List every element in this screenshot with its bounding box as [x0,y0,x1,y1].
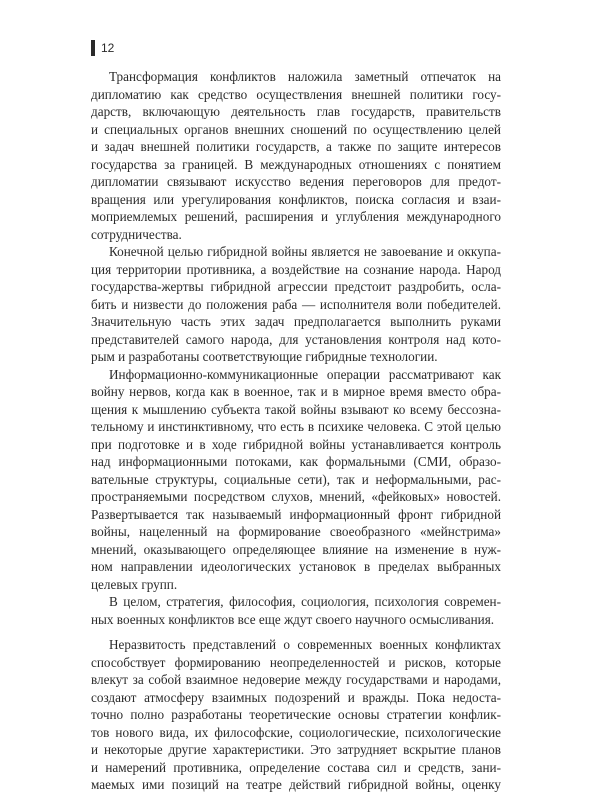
text-line: государства за границей. В международных отношениях с понятием [91,156,501,172]
text-line: способствует формированию неопределенностей и рисков, которые [91,654,501,670]
paragraph [91,636,501,794]
paragraph [91,593,501,628]
text-line: дипломатию как средство осуществления внешней политики госу- [91,86,501,102]
text-line: Конечной целью гибридной войны является не завоевание и оккупа- [109,244,501,259]
text-line: Значительную часть этих задач предполагается выполнить руками [91,314,501,329]
text-line: и задач внешней политики государств, а также по защите интересов [91,139,501,154]
text-line: Информационно-коммуникационные операции рассматривают как [109,366,501,382]
text-line: моприемлемых решений, расширения и углубления международного [91,209,501,224]
text-line: дипломатии связывают искусство ведения переговоров для предот- [91,174,501,189]
paragraph-gap [91,628,501,636]
text-line: вательные структуры, социальные сети), так и неформальными, рас- [91,471,501,487]
text-line: мнений, оказывающего определяющее влияние на изменение в нуж- [91,541,501,557]
page-header [91,40,114,56]
paragraph [91,243,501,366]
text-line: целевых групп. [91,576,178,592]
text-line: над информационными потоками, как формальными (СМИ, образо- [91,454,501,469]
text-line: Трансформация конфликтов наложила заметный отпечаток на [109,69,501,84]
text-line: точно полно разработаны теоретические основы стратегии конфлик- [91,707,501,722]
text-line: ном направлении идеологических установок в пределах выбранных [91,559,501,574]
text-line: Развертывается так называемый информационный фронт гибридной [91,506,501,522]
text-line: при подготовке и в ходе гибридной войны устанавливается контроль [91,436,501,452]
page-number: 12 [101,41,115,55]
text-line: тов нового вида, их философские, социологические, психологические [91,724,501,740]
text-line: и некоторые другие характеристики. Это затрудняет вскрытие планов [91,742,501,757]
text-body [91,68,501,794]
text-line: ция территории противника, а воздействие на сознание народа. Народ [91,261,501,277]
text-line: В целом, стратегия, философия, социология, психология современ- [109,594,501,609]
text-line: создают атмосферу взаимных подозрений и вражды. Пока недоста- [91,689,501,705]
text-line: влекут за собой взаимное недоверие между государствами и народами, [91,672,501,687]
text-line: вращения или урегулирования конфликтов, поиска согласия и взаи- [91,191,501,207]
text-line: и намерений противника, определение состава сил и средств, зани- [91,759,501,775]
header-bar [91,40,95,56]
text-line: маемых ими позиций на театре действий гибридной войны, оценку [91,777,501,792]
text-line: войну нервов, когда как в военное, так и в мирное время вместо обра- [91,384,501,399]
text-line: представителей самого народа, для установления контроля над кото- [91,331,501,347]
text-line: тельному и инстинктивному, что есть в психике человека. С этой целью [91,419,501,434]
text-line: дарств, включающую деятельность глав государств, правительств [91,104,501,119]
text-line: бить и низвести до положения раба — исполнителя воли победителей. [91,296,501,312]
text-line: государства-жертвы гибридной агрессии предстоит раздробить, осла- [91,279,501,294]
text-line: рым и разработаны соответствующие гибридные технологии. [91,349,438,364]
text-line: и специальных органов внешних сношений по осуществлению целей [91,121,501,137]
text-line: ных военных конфликтов все еще ждут своего научного осмысливания. [91,611,495,627]
text-line: сотрудничества. [91,226,182,242]
paragraph [91,68,501,243]
paragraph [91,366,501,594]
text-line: пространяемыми посредством слухов, мнений, «фейковых» новостей. [91,489,501,504]
text-line: войны, нацеленный на формирование своеобразного «мейнстрима» [91,524,501,539]
text-line: Неразвитость представлений о современных военных конфликтах [109,637,501,652]
text-line: щения к мышлению субъекта такой войны взывают ко всему бессозна- [91,401,501,417]
